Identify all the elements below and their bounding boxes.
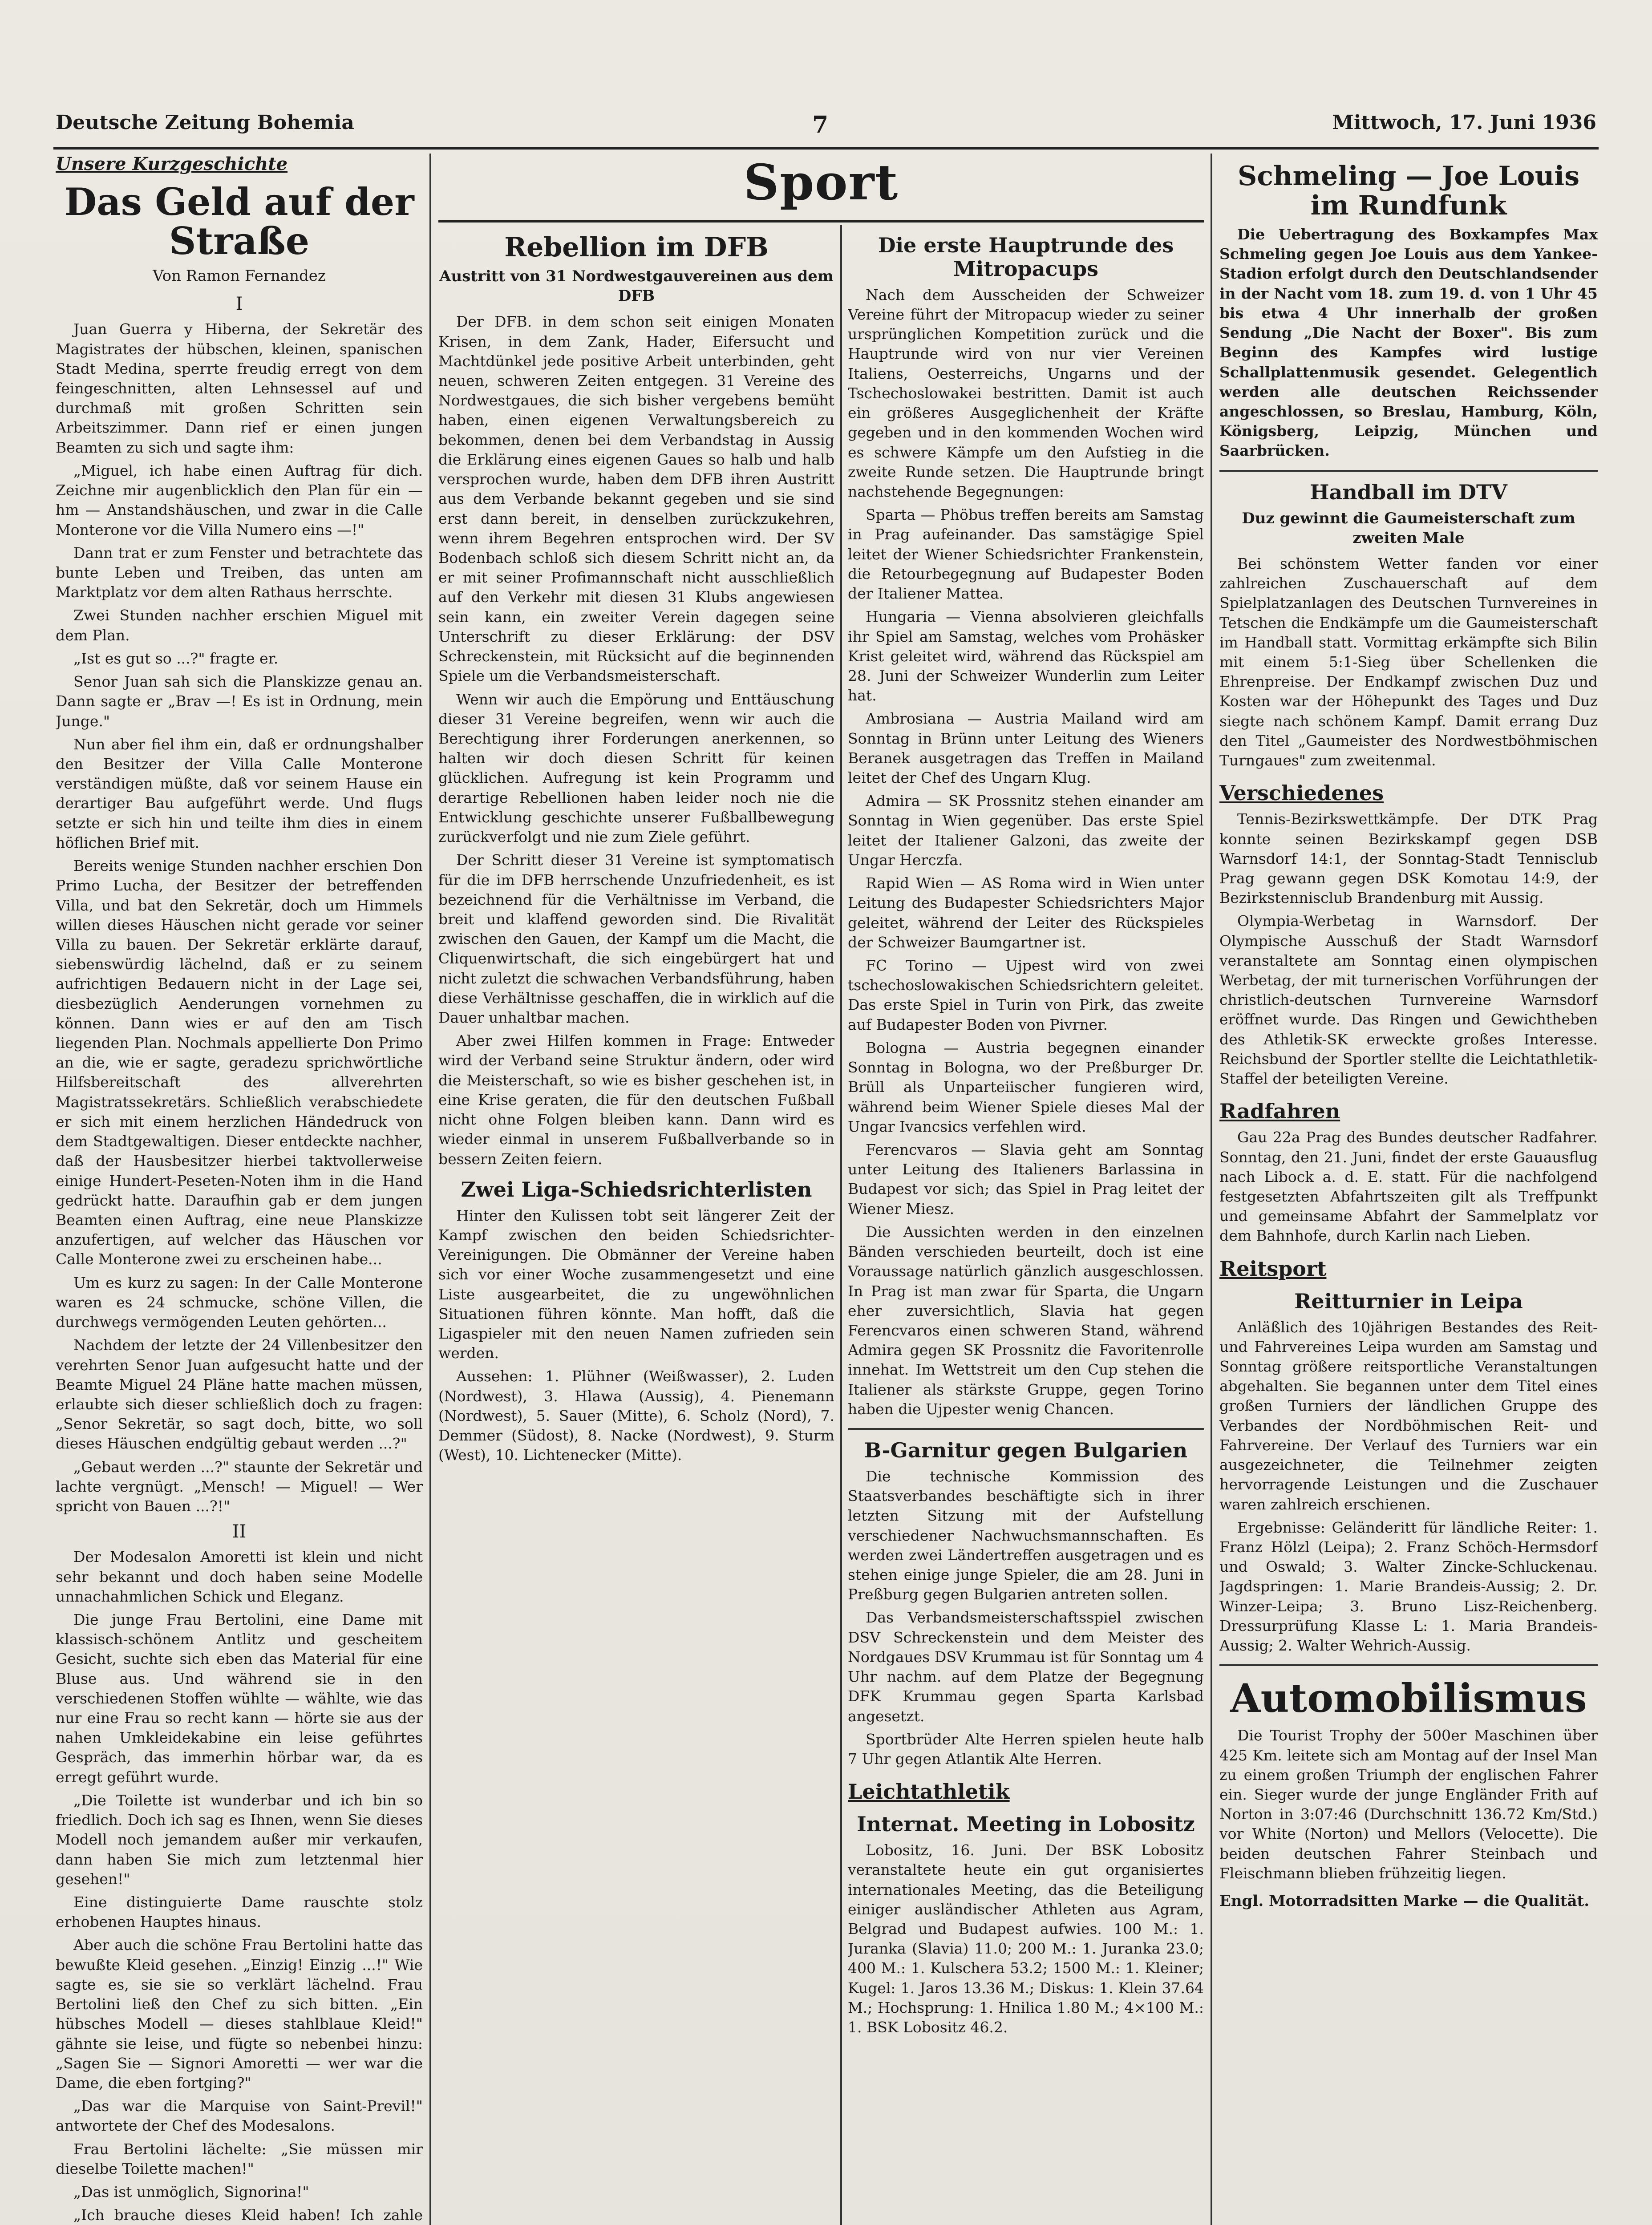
story-paragraph: „Ist es gut so ...?" fragte er. [73,649,279,667]
story-byline: Von Ramon Fernandez [153,267,326,285]
masthead-rule [53,147,1599,150]
mitropa-pairing: Hungaria — Vienna absolvieren gleichfalls ihr Spiel am Samstag, welches vom Prohäsker Krist geleitet wird, während das Rückspiel am 28. Juni der Schweizer Wunderlin zum Leiter hat. [848,608,1204,704]
cycling-section: Radfahren [1219,1099,1340,1124]
mitropa-pairing: Admira — SK Prossnitz stehen einander am Sonntag in Wien gegenüber. Das erste Spiel leitet der Italiener Galzoni, das zweite der Ungar Herczfa. [848,792,1204,869]
dfb-paragraph: Der Schritt dieser 31 Vereine ist symptomatisch für die im DFB herrschende Unzufriedenheit, es ist bezeichnend für die Verhältnisse im Verband, die breit und klaffend geworden sind. Die Rivalität zwischen den Gauen, der Kampf um die Macht, die Cliquenwirtschaft, die sich eingebürgert hat und nicht zuletzt die schwachen Verbandsführung, haben diese Verhältnisse geschaffen, die in wirklich auf die Dauer unhaltbar machen. [438,851,834,1027]
story-part-two: II [232,1521,247,1542]
sport-section-header: Sport [438,154,1204,222]
column-rule-1 [429,154,431,2225]
masthead-paper: Deutsche Zeitung Bohemia [56,111,354,134]
story-paragraph: Nachdem der letzte der 24 Villenbesitzer den verehrten Senor Juan aufgesucht hatte und der Beamte Miguel 24 Pläne hatte machen müssen, erlaubte sich dieser schließlich doch zu fragen: „Senor Sekretär, so sagt doch, bitte, wo soll dieses Häuschen endgültig gebaut werden ...?" [56,1336,423,1452]
dfb-title: Rebellion im DFB [504,232,769,263]
schmeling-text: Die Uebertragung des Boxkampfes Max Schmeling gegen Joe Louis aus dem Yankee-Stadion erfolgt durch den Deutschlandsender in der Nacht vom 18. zum 19. d. von 1 Uhr 45 bis etwa 4 Uhr innerhalb der großen Sendung „Die Nacht der Boxer". Bis zum Beginn des Kampfes wird lustige Schallplattenmusik gesendet. Gelegentlich werden alle deutschen Reichssender angeschlossen, so Breslau, Hamburg, Köln, Königsberg, Leipzig, München und Saarbrücken. [1219,226,1598,460]
story-part-one: I [235,294,243,315]
column-rule-2 [840,225,842,2225]
athletics-section: Leichtathletik [848,1780,1010,1804]
mitropa-pairing: Bologna — Austria begegnen einander Sonntag in Bologna, wo der Preßburger Dr. Brüll als Unparteiischer fungieren wird, während beim Wiener Spiele dieses Mal der Ungar Ivancsics verfehlen wird. [848,1039,1204,1135]
automobile-title: Automobilismus [1230,1675,1587,1722]
mitropa-pairing: FC Torino — Ujpest wird von zwei tschechoslowakischen Schiedsrichtern geleitet. Das erste Spiel in Turin von Pirk, das zweite auf Budapester Boden von Pivrner. [848,957,1204,1033]
story-paragraph: Frau Bertolini lächelte: „Sie müssen mir dieselbe Toilette machen!" [56,2140,423,2177]
divider [1219,1664,1598,1666]
story-paragraph: „Ich brauche dieses Kleid haben! Ich zahle [73,2206,423,2224]
athletics-text: Lobositz, 16. Juni. Der BSK Lobositz veranstaltete heute ein gut organisiertes internationales Meeting, das die Beteiligung einiger ausländischer Athleten aus Agram, Belgrad und Budapest aufwies. 100 M.: 1. Juranka (Slavia) 11.0; 200 M.: 1. Juranka 23.0; 400 M.: 1. Kulschera 53.2; 1500 M.: 1. Kleiner; Kugel: 1. Jaros 13.36 M.; Diskus: 1. Klein 37.64 M.; Hochsprung: 1. Hnilica 1.80 M.; 4×100 M.: 1. BSK Lobositz 46.2. [848,1841,1204,2036]
riding-section: Reitsport [1219,1256,1327,1281]
cycling-text: Gau 22a Prag des Bundes deutscher Radfahrer. Sonntag, den 21. Juni, findet der erste Gauausflug nach Libock a. d. E. statt. Für die nachfolgend festgesetzten Abfahrtszeiten gilt als Treffpunkt und gemeinsame Abfahrt der Sammelplatz vor dem Bahnhofe, durch Karlin nach Lieben. [1219,1129,1598,1245]
dfb-subtitle: Austritt von 31 Nordwestgauvereinen aus dem DFB [439,267,834,305]
divider [848,1428,1204,1430]
tennis-text: Tennis-Bezirkswettkämpfe. Der DTK Prag konnte seinen Bezirkskampf gegen DSB Warnsdorf 14:1, der Sonntag-Stadt Tennisclub Prag gewann gegen DSK Komotau 14:9, der Bezirkstennisclub Brandenburg mit Aussig. [1219,810,1598,907]
mitropa-pairing: Sparta — Phöbus treffen bereits am Samstag in Prag aufeinander. Das samstägige Spiel leitet der Wiener Schiedsrichter Frankenstein, die Retourbegegnung auf Budapester Boden der Italiener Mattea. [848,506,1204,603]
mitropa-pairings [848,505,1204,1219]
mitropa-column [848,225,1204,2225]
riding-results: Ergebnisse: Geländeritt für ländliche Reiter: 1. Franz Hölzl (Leipa); 2. Franz Schöch-Hermsdorf und Oswald; 3. Walter Zincke-Schluckenau. Jagdspringen: 1. Marie Brandeis-Aussig; 2. Dr. Winzer-Leipa; 3. Bruno Lisz-Reichenberg. Dressurprüfung Klasse L: 1. Maria Brandeis-Aussig; 2. Walter Wehrich-Aussig. [1219,1518,1598,1655]
story-paragraph: Bereits wenige Stunden nachher erschien Don Primo Lucha, der Besitzer der betreffenden Villa, und bat den Sekretär, doch um Himmels willen dieses Häuschen nicht gerade vor seiner Villa zu bauen. Der Sekretär erklärte darauf, siebenswürdig lächelnd, daß er zu seinem aufrichtigen Bedauern nicht in der Lage sei, diesbezüglich Aenderungen vornehmen zu können. Dann wies er auf den am Tisch liegenden Plan. Nochmals appellierte Don Primo an die, wie er sagte, geradezu sprichwörtliche Hilfsbereitschaft des allverehrten Magistratssekretärs. Schließlich verabschiedete er sich mit einem herzlichen Händedruck von dem Stadtgewaltigen. Dieser entdeckte nachher, daß der Hausbesitzer hierbei taktvollerweise einige Hundert-Peseten-Noten ihm in die Hand gedrückt hatte. Daraufhin gab er dem jungen Beamten einen Auftrag, eine neue Planskizze anzufertigen, auf welcher das Häuschen vor Calle Monterone zwei zu erscheinen habe... [56,857,423,1268]
masthead-page-number: 7 [812,111,829,138]
story-paragraph: Um es kurz zu sagen: In der Calle Monterone waren es 24 schmucke, schöne Villen, die durchwegs vermögenden Leuten gehörten... [56,1274,423,1331]
story-paragraph: Aber auch die schöne Frau Bertolini hatte das bewußte Kleid gesehen. „Einzig! Einzig ...!" Wie sagte es, sie sie so verklärt lächelnd. Frau Bertolini ließ den Chef zu sich bitten. „Ein hübsches Modell — dieses stahlblaue Kleid!" gähnte sie leise, und fügte so nebenbei hinzu: „Sagen Sie — Signori Amoretti — wer war die Dame, die eben fortging?" [56,1936,423,2092]
story-paragraph: Dann trat er zum Fenster und betrachtete das bunte Leben und Treiben, das unten am Marktplatz vor dem alten Rathaus herrschte. [56,544,423,601]
bulgaria-title: B-Garnitur gegen Bulgarien [864,1438,1188,1463]
referee-paragraph: Aussehen: 1. Plühner (Weißwasser), 2. Luden (Nordwest), 3. Hlawa (Aussig), 4. Pienemann (Nordwest), 5. Sauer (Mitte), 6. Scholz (Nord), 7. Demmer (Südost), 8. Nacke (Nordwest), 9. Sturm (West), 10. Lichtenecker (Mitte). [438,1367,834,1464]
bulgaria-paragraph: Die technische Kommission des Staatsverbandes beschäftigte sich in ihrer letzten Sitzung mit der Aufstellung verschiedener Nachwuchsmannschaften. Es werden zwei Ländertreffen ausgetragen und es stehen einige junge Spieler, die am 28. Juni in Preßburg gegen Bulgarien antreten sollen. [848,1467,1204,1603]
athletics-title: Internat. Meeting in Lobositz [857,1812,1195,1837]
mitropa-pairing: Ferencvaros — Slavia geht am Sonntag unter Leitung des Italieners Barlassina in Budapest vor sich; das Spiel in Prag leitet der Wiener Miesz. [848,1141,1204,1218]
story-paragraph: „Das ist unmöglich, Signorina!" [73,2183,309,2201]
dfb-paragraph: Aber zwei Hilfen kommen in Frage: Entweder wird der Verband seine Struktur ändern, oder wird die Meisterschaft, so wie es bisher geschehen ist, in eine Krise geraten, die für den deutschen Fußball nicht ohne Folgen bleiben kann. Dann wird es wieder einmal in unserem Fußballverbande so in bessern Zeiten feiern. [438,1032,834,1168]
bulgaria-article-text [848,1467,1204,1769]
referee-paragraph: Hinter den Kulissen tobt seit längerer Zeit der Kampf zwischen den beiden Schiedsrichter-Vereinigungen. Die Obmänner der Vereine haben sich vor einer Woche zusammengesetzt und eine Liste ausgearbeitet, die zu ungewöhnlichen Situationen führen könnte. Man hofft, daß die Ligaspieler mit den neuen Namen zufrieden sein werden. [438,1206,834,1362]
story-paragraph: Die junge Frau Bertolini, eine Dame mit klassisch-schönem Antlitz und gescheitem Gesicht, suchte sich eben das Material für eine Bluse aus. Und während sie in den verschiedenen Stoffen wühlte — wählte, wie das nur eine Frau so recht kann — hörte sie aus der nahen Umkleidekabine ein leise geführtes Gespräch, das immerhin hörbar war, da es erregt geführt wurde. [56,1610,423,1786]
automobile-text: Die Tourist Trophy der 500er Maschinen über 425 Km. leitete sich am Montag auf der Insel Man zu einem großen Triumph der englischen Fahrer ein. Sieger wurde der junge Engländer Frith auf Norton in 3:07:46 (Durchschnitt 136.72 Km/Std.) vor White (Norton) und Mellors (Velocette). Die beiden deutschen Fahrer Steinbach und Fleischmann blieben frühzeitig liegen. [1219,1727,1598,1882]
story-part-two-text [56,1547,423,2225]
story-paragraph: Juan Guerra y Hiberna, der Sekretär des Magistrates der hübschen, kleinen, spanischen Stadt Medina, sperrte freudig erregt von dem feingeschnitten, alten Lehnsessel auf und durchmaß mit großen Schritten sein Arbeitszimmer. Dann rief er einen jungen Beamten zu sich und sagte ihm: [56,320,423,456]
story-paragraph: „Gebaut werden ...?" staunte der Sekretär und lachte vergnügt. „Mensch! — Miguel! — Wer spricht von Bauen ...?!" [56,1458,423,1515]
handball-subtitle: Duz gewinnt die Gaumeisterschaft zum zweiten Male [1242,509,1575,547]
story-paragraph: Eine distinguierte Dame rauschte stolz erhobenen Hauptes hinaus. [56,1893,423,1931]
dfb-column [438,225,834,2225]
advertisement-line: Engl. Motorradsitten Marke — die Qualität. [1219,1892,1590,1910]
referee-title: Zwei Liga-Schiedsrichterlisten [461,1177,812,1202]
mitropa-intro: Nach dem Ausscheiden der Schweizer Vereine führt der Mitropacup wieder zu seiner ursprünglichen Kompetition zurück und die Hauptrunde wird von nur vier Vereinen Italiens, Oesterreichs, Ungarns und der Tschechoslowakei bestritten. Damit ist auch ein größeres Ausgeglichenheit der Kräfte gegeben und in den kommenden Wochen wird es schwere Kämpfe um den Aufstieg in die zweite Runde setzen. Die Hauptrunde bringt nachstehende Begegnungen: [848,286,1204,500]
bulgaria-paragraph: Das Verbandsmeisterschaftsspiel zwischen DSV Schreckenstein und dem Meister des Nordgaues DSV Krummau ist für Sonntag um 4 Uhr nachm. auf dem Platze der Begegnung DFK Krummau gegen Sparta Karlsbad angesetzt. [848,1609,1204,1725]
dfb-article-text [438,312,834,1169]
story-paragraph: Nun aber fiel ihm ein, daß er ordnungshalber den Besitzer der Villa Calle Monterone verständigen müßte, daß vor seinem Hause ein derartiger Bau aufgeführt werde. Und flugs setzte er sich hin und teilte ihm dies in einem höflichen Brief mit. [56,735,423,851]
story-part-one-text [56,320,423,1516]
bulgaria-paragraph: Sportbrüder Alte Herren spielen heute halb 7 Uhr gegen Atlantik Alte Herren. [848,1730,1204,1768]
mitropa-commentary: Die Aussichten werden in den einzelnen Bänden verschieden beurteilt, doch ist eine Voraussage natürlich gänzlich ausgeschlossen. In Prag ist man zwar für Sparta, die Ungarn eher zuversichtlich, Slavia hat gegen Ferencvaros einen schweren Stand, während Admira gegen SK Prossnitz die Favoritenrolle innehat. Im Wettstreit um den Cup stehen die Italiener als stärkste Gruppe, gegen Torino haben die Ujpester wenig Chancen. [848,1223,1204,1418]
handball-title: Handball im DTV [1310,480,1507,504]
column-rule-3 [1211,154,1212,2225]
story-paragraph: „Miguel, ich habe einen Auftrag für dich. Zeichne mir augenblicklich den Plan für ein — hm — Anstandshäuschen, und zwar in die Calle Monterone vor die Villa Numero eins —!" [56,461,423,538]
misc-section: Verschiedenes [1219,781,1384,805]
story-title: Das Geld auf der Straße [64,180,414,263]
mitropa-pairing: Rapid Wien — AS Roma wird in Wien unter Leitung des Budapester Schiedsrichters Major geleitet, während der Leiter des Rückspieles der Schweizer Baumgartner ist. [848,874,1204,951]
story-paragraph: „Das war die Marquise von Saint-Previl!" antwortete der Chef des Modesalons. [56,2097,423,2135]
divider [1219,470,1598,472]
schmeling-title: Schmeling — Joe Louis im Rundfunk [1238,161,1579,221]
mitropa-title: Die erste Hauptrunde des Mitropacups [878,233,1174,281]
story-paragraph: „Die Toilette ist wunderbar und ich bin so friedlich. Doch ich sag es Ihnen, wenn Sie dieses Modell noch jemandem außer mir verkaufen, dann haben Sie mich zum letztenmal hier gesehen!" [56,1791,423,1888]
riding-text: Anläßlich des 10jährigen Bestandes des Reit- und Fahrvereines Leipa wurden am Samstag und Sonntag größere reitsportliche Veranstaltungen abgehalten. Sie begannen unter dem Titel eines großen Turniers der ländlichen Gruppe des Verbandes der Nordböhmischen Reit- und Fahrvereine. Der Verlauf des Turniers war ein ausgezeichneter, die Teilnehmer zeigten hervorragende Leistungen und die Zuschauer waren zahlreich erschienen. [1219,1318,1598,1513]
masthead-date: Mittwoch, 17. Juni 1936 [1332,111,1596,134]
right-column [1219,154,1598,2225]
story-paragraph: Der Modesalon Amoretti ist klein und nicht sehr bekannt und doch haben seine Modelle unnachahmlichen Schick und Eleganz. [56,1548,423,1605]
mitropa-pairing: Ambrosiana — Austria Mailand wird am Sonntag in Brünn unter Leitung des Wieners Beranek ausgetragen das Treffen in Mailand leitet der Chef des Ungarn Klug. [848,710,1204,787]
riding-title: Reitturnier in Leipa [1294,1289,1523,1313]
referee-article-text [438,1206,834,1465]
dfb-paragraph: Der DFB. in dem schon seit einigen Monaten Krisen, in dem Zank, Hader, Eifersucht und Machtdünkel jede positive Arbeit unterbinden, geht neuen, schweren Zeiten entgegen. 31 Vereine des Nordwestgaues, die sich bisher vergebens bemüht haben, einen eigenen Verwaltungsbereich zu bekommen, denen bei dem Verbandstag in Aussig die Erklärung eines eigenen Gaues so halb und halb versprochen wurde, haben dem DFB ihren Austritt aus dem Verbande bekannt gegeben und sie sind erst dann bereit, in denselben zurückzukehren, wenn ihrem Begehren entsprochen wird. Der SV Bodenbach schloß sich diesem Schritt nicht an, da er mit seiner Profimannschaft nicht ausschließlich auf den Verkehr mit diesen 31 Klubs angewiesen sein kann, ein zweiter Verein dagegen seine Unterschrift zu dieser Erklärung: der DSV Schreckenstein, mit Rücksicht auf die beginnenden Spiele um die Verbandsmeisterschaft. [438,313,834,685]
story-column [56,154,423,2225]
dfb-paragraph: Wenn wir auch die Empörung und Enttäuschung dieser 31 Vereine begreifen, wenn wir auch die Berechtigung ihrer Forderungen anerkennen, so halten wir doch diesen Schritt für keinen glücklichen. Aufregung ist kein Programm und derartige Rebellionen haben leider noch nie die Entwicklung geschichte unserer Fußballbewegung zurückverfolgt und nie zum Ziele geführt. [438,690,834,846]
masthead [56,111,1596,147]
olympia-text: Olympia-Werbetag in Warnsdorf. Der Olympische Ausschuß der Stadt Warnsdorf veranstaltete am Sonntag einen olympischen Werbetag, der mit turnerischen Vorführungen der christlich-deutschen Turnvereine Warnsdorf eröffnet wurde. Das Ringen und Gewichtheben des Athletik-SK erweckte großes Interesse. Reichsbund der Sportler stellte die Leichtathletik-Staffel der beteiligten Vereine. [1219,912,1598,1088]
story-kicker: Unsere Kurzgeschichte [56,154,288,174]
story-paragraph: Zwei Stunden nachher erschien Miguel mit dem Plan. [56,607,423,644]
handball-text: Bei schönstem Wetter fanden vor einer zahlreichen Zuschauerschaft auf dem Spielplatzanlagen des Deutschen Turnvereines in Tetschen die Endkämpfe um die Gaumeisterschaft im Handball statt. Vormittag erkämpfte sich Bilin mit einem 5:1-Sieg über Schellenken die Ehrenpreise. Der Endkampf zwischen Duz und Kosten war der Höhepunkt des Tages und Duz siegte nach schönem Kampf. Damit errang Duz den Titel „Gaumeister des Nordwestböhmischen Turngaues" zum zweitenmal. [1219,554,1598,769]
story-paragraph: Senor Juan sah sich die Planskizze genau an. Dann sagte er „Brav —! Es ist in Ordnung, mein Junge." [56,673,423,730]
